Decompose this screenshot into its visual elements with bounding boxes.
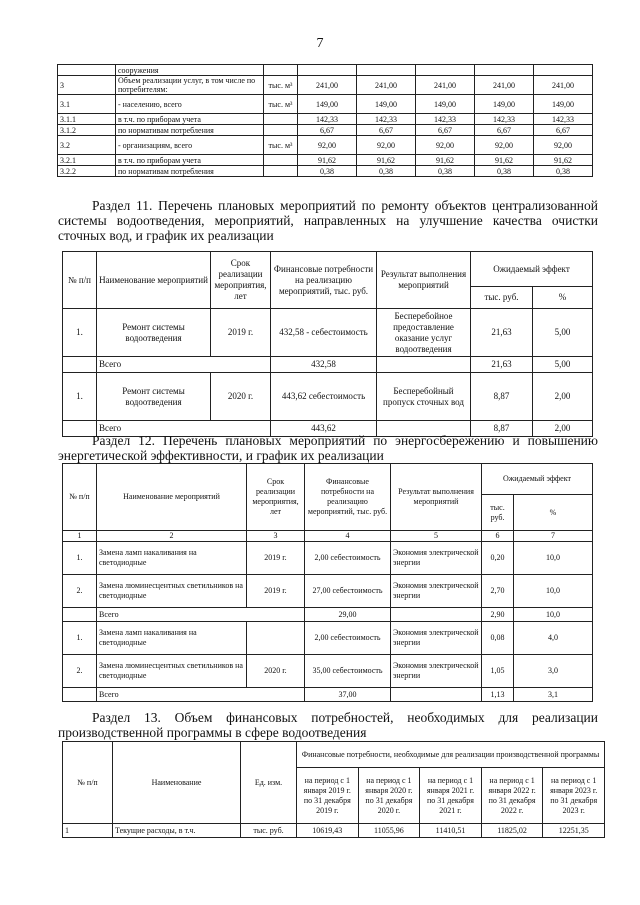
total-row [63,608,593,622]
total-label: Всего [97,608,305,622]
row-unit [264,65,298,76]
col-period: на период с 1 января 2021 г. по 31 декабря 2021 г. [420,768,482,824]
row-result: Бесперебойное предоставление оказание услуг водоотведения [377,309,471,357]
row-value: 0,38 [475,166,534,177]
section-13-table [62,741,605,838]
column-number: 6 [482,531,514,542]
row-name: Замена люминесцентных светильников на светодиодные [97,575,247,608]
column-number: 5 [391,531,482,542]
row-value: 142,33 [298,114,357,125]
col-term: Срок реализации мероприятия, лет [211,252,271,309]
row-value [534,65,593,76]
row-number: 3.2.1 [58,155,116,166]
consumption-table [57,64,593,177]
row-unit: тыс. м³ [264,136,298,155]
col-num: № п/п [63,742,113,824]
row-result: Экономия электрической энергии [391,655,482,688]
col-finance-group: Финансовые потребности, необходимые для реализации производственной программы [297,742,605,768]
row-value [416,65,475,76]
table-row [58,155,593,166]
row-value: 149,00 [298,95,357,114]
col-result: Результат выполнения мероприятий [391,464,482,531]
row-finance: 2,00 себестоимость [305,542,391,575]
table-row [63,622,593,655]
total-label: Всего [97,357,271,373]
row-rub: 1,13 [482,688,514,702]
row-rub: 21,63 [471,357,533,373]
col-period: на период с 1 января 2023 г. по 31 декабря 2023 г. [543,768,605,824]
row-pct: 10,0 [514,575,593,608]
table-row [63,824,605,838]
row-term: 2019 г. [247,575,305,608]
row-value: 6,67 [416,125,475,136]
row-result: Экономия электрической энергии [391,542,482,575]
row-value [475,65,534,76]
section-12-table [62,463,593,702]
table-row [63,575,593,608]
row-value: 149,00 [475,95,534,114]
row-pct: 10,0 [514,542,593,575]
row-value: 6,67 [357,125,416,136]
row-finance: 27,00 себестоимость [305,575,391,608]
col-name: Наименование мероприятий [97,464,247,531]
row-number: 3.2.2 [58,166,116,177]
row-value: 241,00 [357,76,416,95]
row-value: 11825,02 [481,824,543,838]
col-period: на период с 1 января 2019 г. по 31 декабря 2019 г. [297,768,359,824]
row-value: 0,38 [416,166,475,177]
row-value: 241,00 [534,76,593,95]
row-value: 91,62 [357,155,416,166]
table-row [63,309,593,357]
column-number: 4 [305,531,391,542]
row-finance: 443,62 себестоимость [271,373,377,421]
row-pct: 4,0 [514,622,593,655]
row-unit [264,166,298,177]
row-name: Замена люминесцентных светильников на светодиодные [97,655,247,688]
row-value: 142,33 [475,114,534,125]
row-number [63,688,97,702]
row-value: 91,62 [534,155,593,166]
row-pct: 5,00 [533,357,593,373]
row-value: 241,00 [475,76,534,95]
row-unit [264,114,298,125]
section-11-heading: Раздел 11. Перечень плановых мероприятий по ремонту объектов централизованной системы водоотведения, мероприятий, направленных на улучшение качества очистки сточных вод, и график их реализации [58,198,598,243]
row-name: Ремонт системы водоотведения [97,309,211,357]
col-effect: Ожидаемый эффект [471,252,593,287]
col-result: Результат выполнения мероприятий [377,252,471,309]
row-value: 241,00 [416,76,475,95]
row-finance: 443,62 [271,421,377,437]
row-pct: 2,00 [533,421,593,437]
row-unit [264,155,298,166]
row-number [63,357,97,373]
col-name: Наименование [113,742,241,824]
row-number [63,608,97,622]
row-value: 149,00 [416,95,475,114]
row-pct: 2,00 [533,373,593,421]
row-value: 6,67 [475,125,534,136]
row-number: 2. [63,655,97,688]
col-period: на период с 1 января 2022 г. по 31 декабря 2022 г. [481,768,543,824]
row-term [247,622,305,655]
row-number [58,65,116,76]
row-value: 11055,96 [358,824,420,838]
row-name: - населению, всего [116,95,264,114]
total-row [63,357,593,373]
row-value [298,65,357,76]
row-finance: 37,00 [305,688,391,702]
section-12-heading: Раздел 12. Перечень плановых мероприятий по энергосбережению и повышению энергетической эффективности, и график их реализации [58,433,598,463]
row-unit: тыс. м³ [264,76,298,95]
row-value: 91,62 [298,155,357,166]
row-rub: 2,90 [482,608,514,622]
row-value: 91,62 [475,155,534,166]
row-unit: тыс. м³ [264,95,298,114]
row-finance: 432,58 - себестоимость [271,309,377,357]
row-number: 3 [58,76,116,95]
table-row [58,125,593,136]
page-number: 7 [316,36,324,51]
col-pct: % [514,495,593,531]
section-11-table [62,251,593,437]
row-name: Текущие расходы, в т.ч. [113,824,241,838]
row-value: 6,67 [534,125,593,136]
col-rub: тыс. руб. [471,287,533,309]
row-name: Замена ламп накаливания на светодиодные [97,542,247,575]
row-rub: 8,87 [471,373,533,421]
row-term: 2019 г. [211,309,271,357]
col-pct: % [533,287,593,309]
row-result [391,608,482,622]
row-value: 0,38 [534,166,593,177]
row-name: Объем реализации услуг, в том числе по потребителям: [116,76,264,95]
row-pct: 3,0 [514,655,593,688]
row-number: 3.2 [58,136,116,155]
row-unit: тыс. руб. [241,824,297,838]
row-value: 92,00 [357,136,416,155]
row-rub: 21,63 [471,309,533,357]
table-row [58,114,593,125]
row-finance: 2,00 себестоимость [305,622,391,655]
row-term: 2020 г. [247,655,305,688]
row-value: 92,00 [298,136,357,155]
row-name: сооружения [116,65,264,76]
row-number: 1. [63,622,97,655]
row-number: 1 [63,824,113,838]
col-finance: Финансовые потребности на реализацию мероприятий, тыс. руб. [305,464,391,531]
row-number: 3.1.1 [58,114,116,125]
table-row [58,95,593,114]
row-value: 11410,51 [420,824,482,838]
row-number: 1. [63,542,97,575]
row-name: в т.ч. по приборам учета [116,114,264,125]
col-unit: Ед. изм. [241,742,297,824]
row-value: 241,00 [298,76,357,95]
col-term: Срок реализации мероприятия, лет [247,464,305,531]
row-value: 92,00 [416,136,475,155]
row-name: Замена ламп накаливания на светодиодные [97,622,247,655]
table-row [63,655,593,688]
section-13-heading: Раздел 13. Объем финансовых потребностей, необходимых для реализации производственной программы в сфере водоотведения [58,710,598,740]
row-rub: 0,20 [482,542,514,575]
row-value: 142,33 [534,114,593,125]
row-name: Ремонт системы водоотведения [97,373,211,421]
col-period: на период с 1 января 2020 г. по 31 декабря 2020 г. [358,768,420,824]
table-row [58,136,593,155]
row-value: 92,00 [475,136,534,155]
row-rub: 0,08 [482,622,514,655]
row-value: 0,38 [357,166,416,177]
row-term: 2020 г. [211,373,271,421]
table-row [63,542,593,575]
row-unit [264,125,298,136]
row-finance: 432,58 [271,357,377,373]
row-rub: 8,87 [471,421,533,437]
row-name: по нормативам потребления [116,166,264,177]
row-result [391,688,482,702]
row-result: Экономия электрической энергии [391,622,482,655]
row-value [357,65,416,76]
col-num: № п/п [63,252,97,309]
row-value: 10619,43 [297,824,359,838]
row-pct: 10,0 [514,608,593,622]
col-rub: тыс. руб. [482,495,514,531]
row-result: Бесперебойный пропуск сточных вод [377,373,471,421]
row-finance: 29,00 [305,608,391,622]
row-value: 142,33 [357,114,416,125]
column-number: 2 [97,531,247,542]
column-number: 7 [514,531,593,542]
row-name: в т.ч. по приборам учета [116,155,264,166]
row-name: - организациям, всего [116,136,264,155]
table-row [63,373,593,421]
row-value: 149,00 [534,95,593,114]
row-term: 2019 г. [247,542,305,575]
row-rub: 1,05 [482,655,514,688]
row-result: Экономия электрической энергии [391,575,482,608]
row-number: 2. [63,575,97,608]
table-row [58,76,593,95]
total-row [63,688,593,702]
total-label: Всего [97,688,305,702]
col-finance: Финансовые потребности на реализацию мероприятий, тыс. руб. [271,252,377,309]
row-pct: 3,1 [514,688,593,702]
row-name: по нормативам потребления [116,125,264,136]
row-number: 1. [63,309,97,357]
row-finance: 35,00 себестоимость [305,655,391,688]
row-pct: 5,00 [533,309,593,357]
row-number: 1. [63,373,97,421]
table-row [58,65,593,76]
row-number: 3.1 [58,95,116,114]
table-row [58,166,593,177]
col-num: № п/п [63,464,97,531]
row-value: 6,67 [298,125,357,136]
row-rub: 2,70 [482,575,514,608]
row-value: 92,00 [534,136,593,155]
row-value: 149,00 [357,95,416,114]
total-label: Всего [97,421,271,437]
row-value: 142,33 [416,114,475,125]
col-effect: Ожидаемый эффект [482,464,593,495]
column-number: 1 [63,531,97,542]
row-value: 12251,35 [543,824,605,838]
row-value: 0,38 [298,166,357,177]
col-name: Наименование мероприятий [97,252,211,309]
row-number: 3.1.2 [58,125,116,136]
column-number: 3 [247,531,305,542]
row-result [377,357,471,373]
row-value: 91,62 [416,155,475,166]
